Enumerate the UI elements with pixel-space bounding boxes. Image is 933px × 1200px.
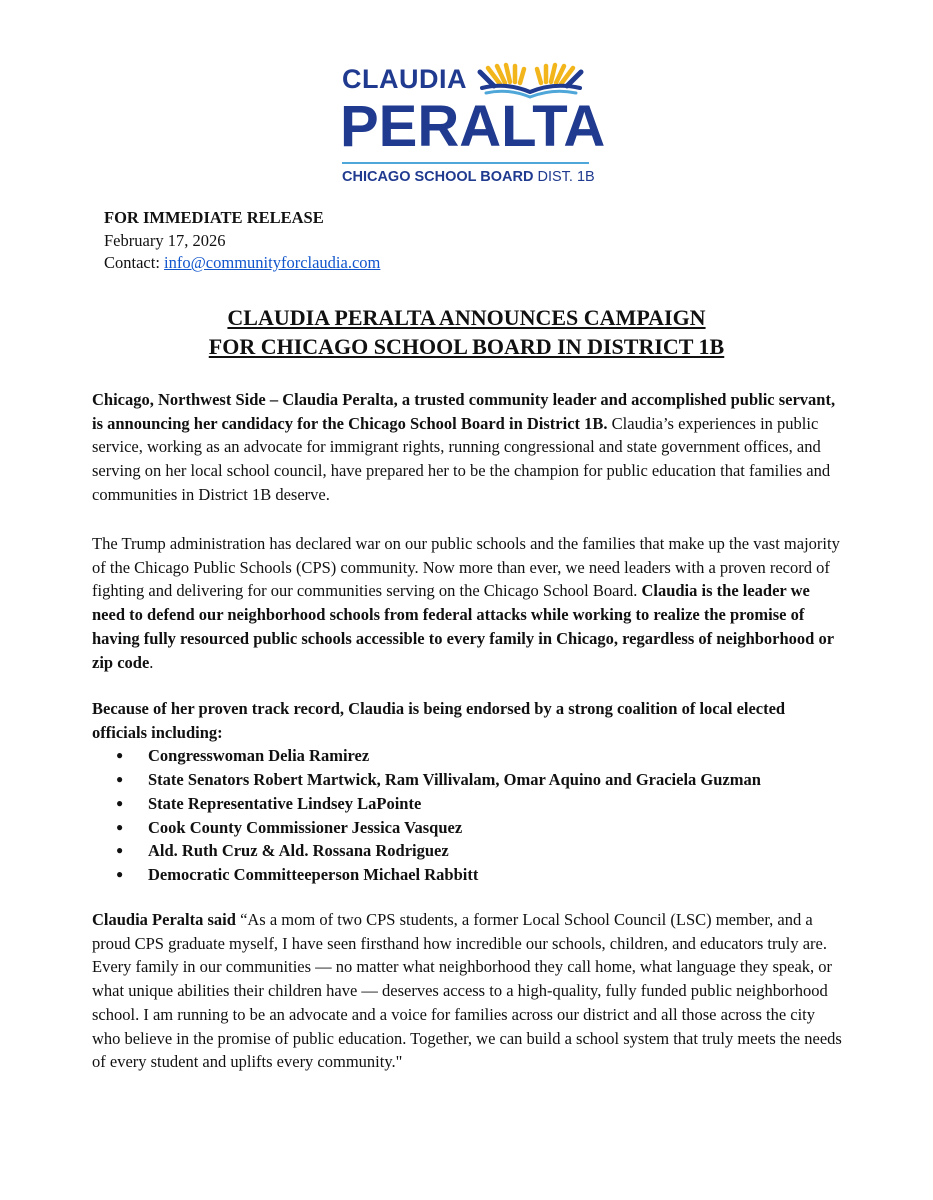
logo-subtitle — [342, 169, 595, 186]
context-text: The Trump administration has declared war on our public schools and the families that make up the vast majority of the Chicago Public Schools (CPS) community. Now more than ever, we need leaders with a proven record of fighting and delivering for our communities serving on the Chicago School Board. — [92, 534, 840, 601]
logo-divider — [342, 162, 589, 164]
bullet-icon: ● — [116, 843, 124, 858]
context-end: . — [149, 652, 154, 672]
bullet-icon: ● — [116, 866, 124, 881]
context-bold-text: Claudia is the leader we need to defend our neighborhood schools from federal attacks while working to realize the promise of having fully resourced public schools accessible to every family in Chicago, regardless of neighborhood or zip code — [92, 581, 834, 672]
logo-subtitle-bold: CHICAGO SCHOOL BOARD — [342, 169, 534, 185]
list-item — [92, 839, 842, 863]
release-date: February 17, 2026 — [104, 230, 226, 250]
contact-email-link[interactable]: info@communityforclaudia.com — [164, 253, 381, 272]
list-item — [92, 744, 842, 768]
logo-first-name: CLAUDIA — [342, 64, 467, 94]
quote-text: “As a mom of two CPS students, a former Local School Council (LSC) member, and a proud CPS graduate myself, I have seen firsthand how incredible our schools, children, and educators truly are. Every family in our communities — no matter what neighborhood they call home, what language they speak, or what unique abilities their children have — deserves access to a high-quality, fully funded public neighborhood school. I am running to be an advocate and a voice for families across our district and all those across the city who believe in the promise of public education. Together, we can build a school system that truly meets the needs of every student and uplifts every community." — [92, 910, 842, 1072]
intro-paragraph — [92, 388, 842, 507]
intro-text: Claudia’s experiences in public service, working as an advocate for immigrant rights, running congressional and state government offices, and serving on her local school council, have prepared her to be the champion for public education that families and communities in District 1B deserve. — [92, 413, 831, 504]
quote-speaker: Claudia Peralta said — [92, 910, 236, 929]
bullet-icon: ● — [116, 819, 124, 834]
quote-paragraph — [92, 908, 842, 1074]
release-info — [104, 207, 380, 275]
endorsement-text: Congresswoman Delia Ramirez — [148, 746, 370, 766]
endorsement-text: Democratic Committeeperson Michael Rabbitt — [148, 864, 479, 884]
endorsement-text: State Senators Robert Martwick, Ram Villivalam, Omar Aquino and Graciela Guzman — [148, 770, 761, 790]
headline-line-2: FOR CHICAGO SCHOOL BOARD IN DISTRICT 1B — [208, 334, 725, 359]
contact-label: Contact: — [104, 253, 165, 272]
bullet-icon: ● — [116, 748, 124, 763]
bullet-icon: ● — [116, 772, 124, 787]
headline — [0, 303, 933, 361]
list-item — [92, 863, 842, 887]
logo-subtitle-district: DIST. 1B — [533, 169, 595, 185]
release-contact — [104, 252, 380, 275]
endorsements-list — [92, 744, 842, 886]
endorsement-text: Cook County Commissioner Jessica Vasquez — [148, 817, 463, 837]
bullet-icon: ● — [116, 795, 124, 810]
headline-line-1: CLAUDIA PERALTA ANNOUNCES CAMPAIGN — [227, 305, 706, 330]
list-item — [92, 768, 842, 792]
intro-bold-text: Chicago, Northwest Side – Claudia Peralta, a trusted community leader and accomplished public servant, is announcing her candidacy for the Chicago School Board in District 1B. — [92, 390, 836, 433]
endorsement-text: State Representative Lindsey LaPointe — [148, 793, 422, 813]
campaign-logo — [340, 60, 606, 190]
endorsement-text: Ald. Ruth Cruz & Ald. Rossana Rodriguez — [148, 841, 449, 861]
list-item — [92, 792, 842, 816]
endorsements-section — [92, 697, 842, 887]
endorsements-intro: Because of her proven track record, Claudia is being endorsed by a strong coalition of local elected officials including: — [92, 699, 786, 742]
context-paragraph — [92, 532, 842, 674]
logo-last-name: PERALTA — [340, 94, 606, 159]
release-title: FOR IMMEDIATE RELEASE — [104, 208, 324, 227]
list-item — [92, 816, 842, 840]
